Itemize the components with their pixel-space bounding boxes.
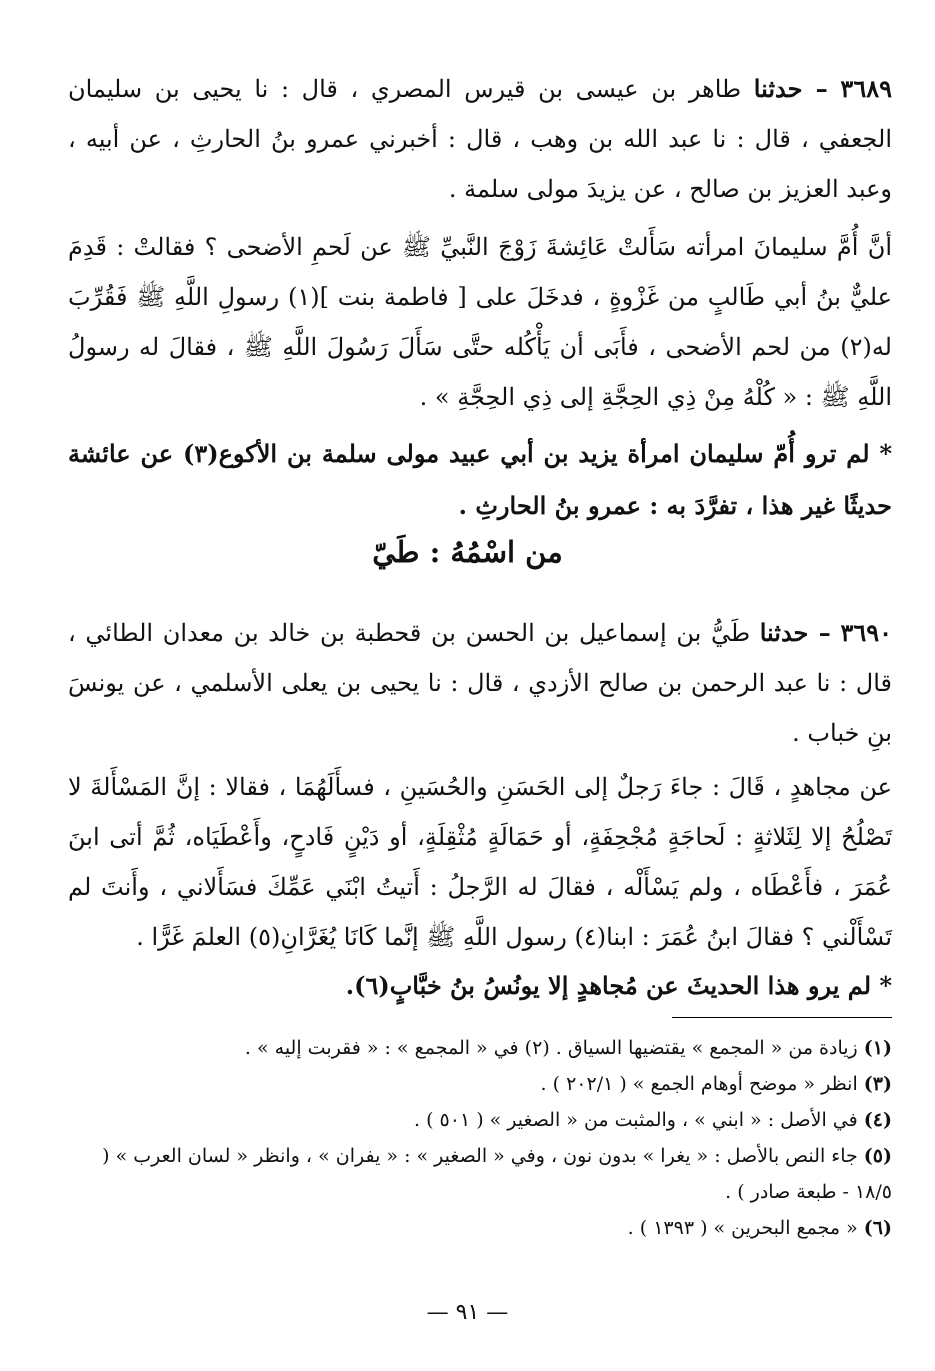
hadith-3689-matn: أنَّ أُمَّ سليمانَ امرأته سَأَلتْ عَائِشةَ زَوْجَ النَّبيِّ ﷺ عن لَحمِ الأضحى ؟ فقالتْ : قَدِمَ عليٌّ بنُ أبي طَالبٍ من غَزْوةٍ ، فدخَلَ على [ فاطمة بنت ](١) رسولِ اللَّهِ ﷺ فَقُرِّبَ له(٢) من لحم الأضحى ، فأَبَى أن يَأْكُله حتَّى سَأَلَ رَسُولَ اللَّهِ ﷺ ، فقالَ له رسولُ اللَّهِ ﷺ : « كُلْهُ مِنْ ذِي الحِجَّةِ إلى ذِي الحِجَّةِ » .: [68, 233, 892, 411]
hadith-3689-number: ٣٦٨٩: [840, 74, 892, 103]
footnote-6: (٦) « مجمع البحرين » ( ١٣٩٣ ) .: [627, 1217, 892, 1239]
hadith-3690-lead: حدثنا: [759, 618, 809, 647]
section-heading: من اسْمُهُ : طَيّ: [372, 535, 563, 569]
hadith-3690-isnad-text: طَيُّ بن إسماعيل بن الحسن بن قحطبة بن خالد بن معدان الطائي ، قال : نا عبد الرحمن بن صالح الأزدي ، قال : نا يحيى بن يعلى الأسلمي ، عن يونسَ بنِ خباب .: [68, 619, 892, 747]
page-number: — ٩١ —: [426, 1300, 509, 1325]
hadith-3690-isnad: ٣٦٩٠ – حدثنا طَيُّ بن إسماعيل بن الحسن بن قحطبة بن خالد بن معدان الطائي ، قال : نا عبد الرحمن بن صالح الأزدي ، قال : نا يحيى بن يعلى الأسلمي ، عن يونسَ بنِ خباب .: [68, 618, 892, 747]
footnote-3: (٣) انظر « موضح أوهام الجمع » ( ٢٠٢/١ ) .: [540, 1073, 892, 1095]
footnote-divider: [672, 1017, 892, 1018]
footnote-4: (٤) في الأصل : « ابني » ، والمثبت من « الصغير » ( ٥٠١ ) .: [414, 1109, 892, 1131]
hadith-3690-note: * لم يرو هذا الحديثَ عن مُجاهدٍ إلا يونُسُ بنُ خبَّابٍ(٦).: [345, 971, 892, 1000]
footnote-1: (١) زيادة من « المجمع » يقتضيها السياق . (٢) في « المجمع » : « فقربت إليه » .: [244, 1037, 892, 1059]
footnote-5: (٥) جاء النص بالأصل : « يغرا » بدون نون ، وفي « الصغير » : « يفران » ، وانظر « لسان العرب » ( ١٨/٥ - طبعة صادر ) .: [102, 1145, 892, 1203]
hadith-3690-matn: عن مجاهدٍ ، قَالَ : جاءَ رَجلٌ إلى الحَسَنِ والحُسَينِ ، فسأَلَهُمَا ، فقالا : إنَّ المَسْأَلةَ لا تَصْلُحُ إلا لِثَلاثةٍ : لَحاجَةٍ مُجْحِفَةٍ، أو حَمَالَةٍ مُثْقِلَةٍ، أو دَيْنٍ فَادحٍ، وأَعْطَيَاه، ثُمَّ أتى ابنَ عُمَرَ ، فأَعْطَاه ، ولم يَسْأَلْه ، فقالَ له الرَّجلُ : أَتيتُ ابْنَي عَمِّكَ فسَأَلاني ، وأَنتَ لم تَسْأَلْني ؟ فقالَ ابنُ عُمَرَ : ابنا(٤) رسول اللَّهِ ﷺ إنَّما كَانَا يُغَرَّانِ(٥) العلمَ غَرًّا .: [68, 773, 893, 951]
hadith-3689-note: * لم ترو أُمّ سليمان امرأة يزيد بن أبي عبيد مولى سلمة بن الأكوع(٣) عن عائشة حديثًا غير هذا ، تفرَّدَ به : عمرو بنُ الحارثِ .: [68, 439, 893, 520]
hadith-3689-isnad-text: طاهر بن عيسى بن قيرس المصري ، قال : نا يحيى بن سليمان الجعفي ، قال : نا عبد الله بن وهب ، قال : أخبرني عمرو بنُ الحارثِ ، عن أبيه ، وعبد العزيز بن صالح ، عن يزيدَ مولى سلمة .: [68, 75, 892, 203]
hadith-3690-number: ٣٦٩٠: [840, 618, 892, 647]
hadith-3689-isnad: ٣٦٨٩ – حدثنا طاهر بن عيسى بن قيرس المصري ، قال : نا يحيى بن سليمان الجعفي ، قال : نا عبد الله بن وهب ، قال : أخبرني عمرو بنُ الحارثِ ، عن أبيه ، وعبد العزيز بن صالح ، عن يزيدَ مولى سلمة .: [68, 74, 892, 203]
hadith-3689-lead: حدثنا: [753, 74, 803, 103]
